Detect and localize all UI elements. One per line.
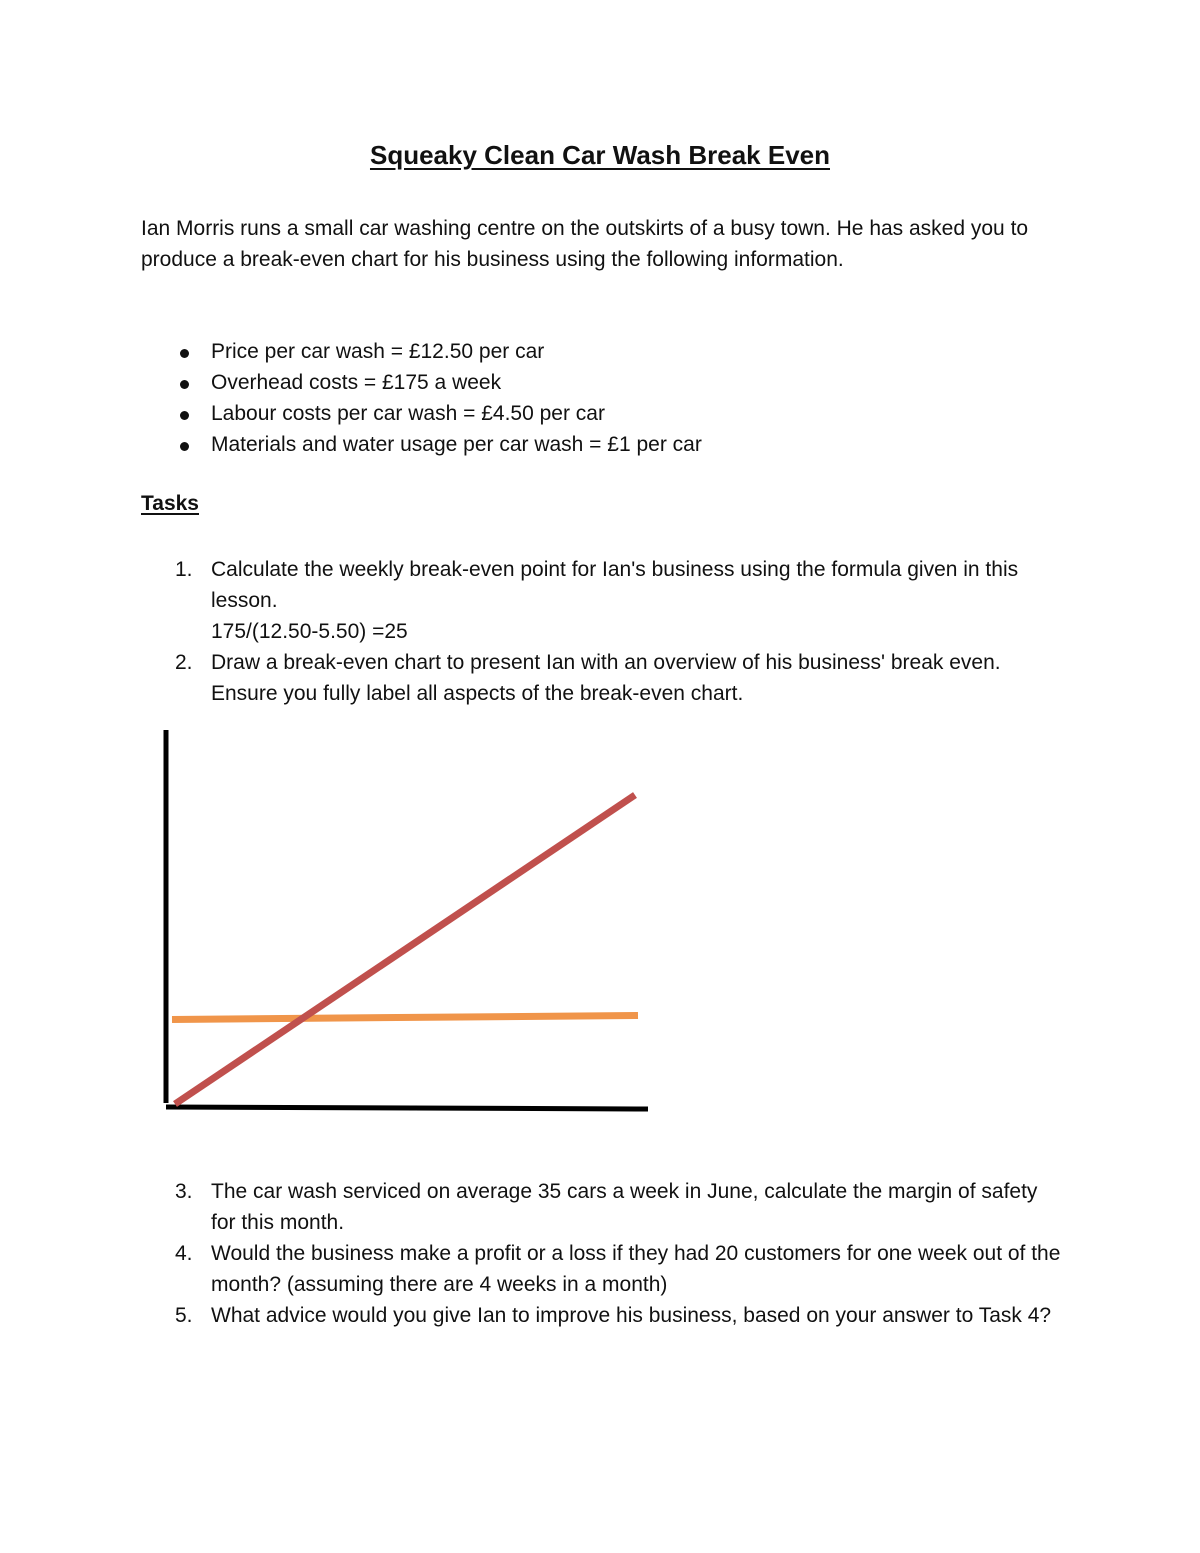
task-text: The car wash serviced on average 35 cars a week in June, calculate the margin of safety for this month. [211, 1180, 1038, 1234]
info-item-text: Materials and water usage per car wash = £1 per car [211, 433, 702, 456]
revenue-line [175, 795, 635, 1104]
task-number: 4. [175, 1242, 193, 1265]
info-item-text: Overhead costs = £175 a week [211, 371, 502, 394]
task-text: What advice would you give Ian to improve his business, based on your answer to Task 4? [211, 1304, 1052, 1327]
task-number: 5. [175, 1304, 193, 1327]
task-item [141, 1238, 1061, 1300]
info-item-text: Price per car wash = £12.50 per car [211, 340, 545, 363]
task-text: Would the business make a profit or a loss if they had 20 customers for one week out of the month? (assuming there are 4 weeks in a month) [211, 1242, 1061, 1296]
x-axis [166, 1107, 648, 1109]
task-number: 3. [175, 1180, 193, 1203]
task-text: Draw a break-even chart to present Ian with an overview of his business' break even. Ensure you fully label all aspects of the break-even chart. [211, 651, 1001, 705]
task-item [141, 1176, 1061, 1238]
fixed-cost-line [172, 1015, 638, 1019]
task-text: Calculate the weekly break-even point for Ian's business using the formula given in this lesson. [211, 558, 1019, 612]
task-list-continued [141, 1176, 1061, 1331]
info-item-text: Labour costs per car wash = £4.50 per car [211, 402, 605, 425]
intro-paragraph: Ian Morris runs a small car washing centre on the outskirts of a busy town. He has asked you to produce a break-even chart for his business using the following information. [141, 217, 1029, 271]
page-title: Squeaky Clean Car Wash Break Even [369, 140, 830, 170]
task-answer: 175/(12.50-5.50) =25 [211, 620, 408, 643]
task-item [141, 1300, 1061, 1331]
tasks-heading: Tasks [141, 492, 199, 515]
task-number: 2. [175, 651, 193, 674]
task-number: 1. [175, 558, 193, 581]
